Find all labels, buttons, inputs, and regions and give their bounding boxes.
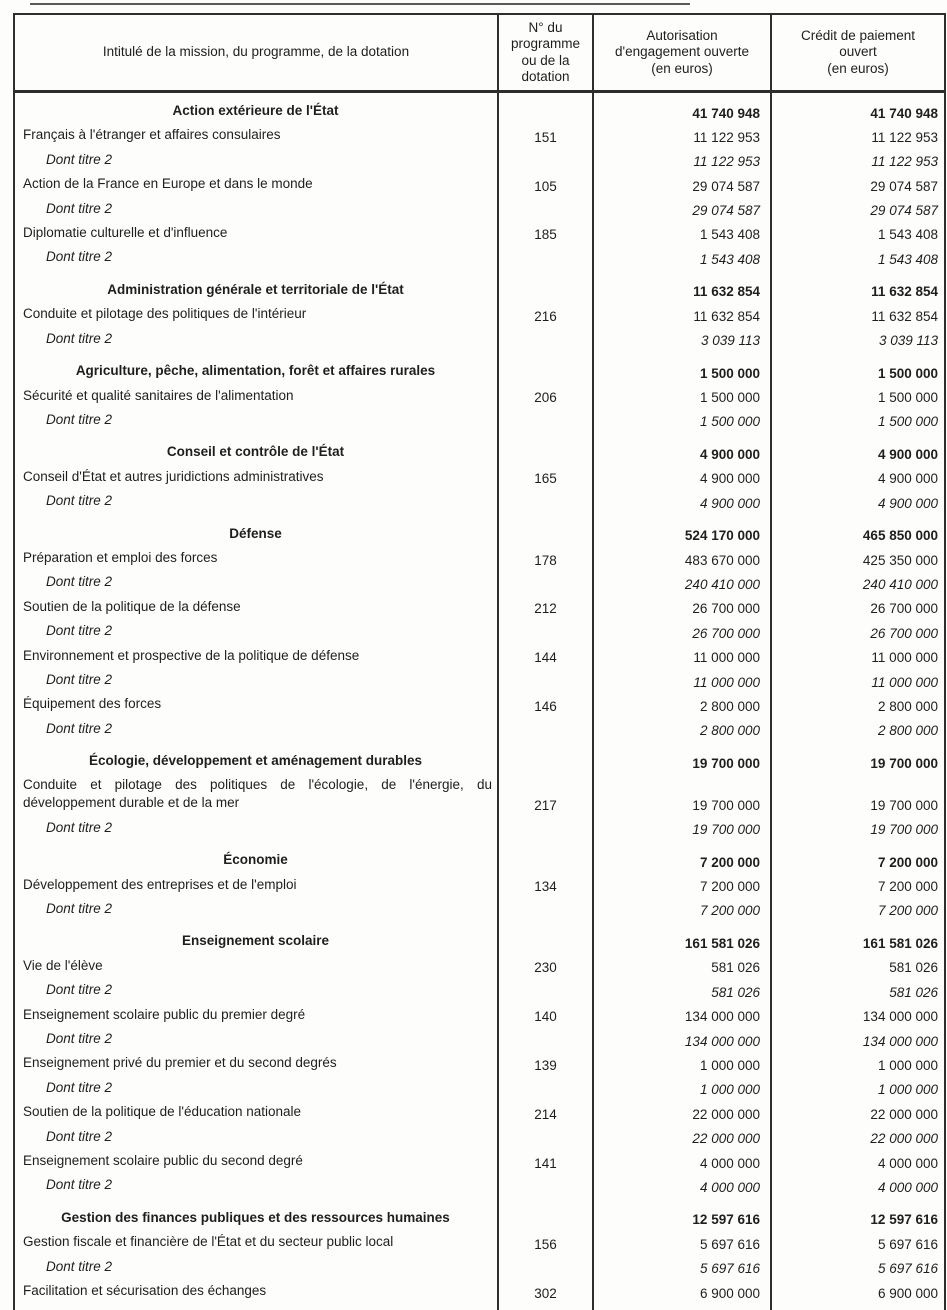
cp-amount-cell: 1 500 000 bbox=[877, 365, 938, 381]
program-number-cell bbox=[499, 1257, 594, 1281]
cp-amount-cell: 4 000 000 bbox=[877, 1179, 938, 1195]
program-row bbox=[15, 646, 944, 670]
mission-row bbox=[15, 842, 944, 875]
program-number-cell: 217 bbox=[499, 776, 594, 818]
header-numero-programme bbox=[499, 15, 594, 90]
dont-titre2-row bbox=[15, 719, 944, 743]
row-label: Dont titre 2 bbox=[15, 199, 499, 223]
ae-amount-cell: 2 800 000 bbox=[594, 719, 772, 743]
program-number-cell: 216 bbox=[499, 304, 594, 328]
dont-titre2-row bbox=[15, 621, 944, 645]
program-number-cell: 230 bbox=[499, 956, 594, 980]
ae-amount-cell: 7 200 000 bbox=[594, 875, 772, 899]
program-number-cell bbox=[499, 491, 594, 515]
header-intitule-label: Intitulé de la mission, du programme, de la dotation bbox=[102, 44, 410, 60]
cp-amount-cell: 5 697 616 bbox=[877, 1261, 938, 1277]
program-row bbox=[15, 467, 944, 491]
dont-titre2-row bbox=[15, 980, 944, 1004]
program-number-cell bbox=[499, 719, 594, 743]
dont-titre2-row bbox=[15, 329, 944, 353]
row-label: Enseignement scolaire public du premier degré bbox=[15, 1005, 499, 1029]
cp-amount-cell: 4 900 000 bbox=[877, 495, 938, 511]
program-number-cell bbox=[499, 272, 594, 305]
program-number-cell bbox=[499, 199, 594, 223]
row-label: Conduite et pilotage des politiques de l'écologie, de l'énergie, du développement durable et de la mer bbox=[15, 776, 499, 818]
row-label: Dont titre 2 bbox=[15, 1127, 499, 1151]
header-credit-paiement bbox=[772, 15, 944, 90]
program-number-cell bbox=[499, 818, 594, 842]
row-label: Économie bbox=[15, 842, 499, 875]
ae-amount-cell: 11 122 953 bbox=[594, 126, 772, 150]
row-label: Dont titre 2 bbox=[15, 410, 499, 434]
ae-amount-cell: 29 074 587 bbox=[594, 174, 772, 198]
program-number-cell: 141 bbox=[499, 1151, 594, 1175]
ae-amount-cell: 581 026 bbox=[594, 956, 772, 980]
dont-titre2-row bbox=[15, 670, 944, 694]
row-label: Équipement des forces bbox=[15, 695, 499, 719]
program-row bbox=[15, 223, 944, 247]
cp-amount-cell: 12 597 616 bbox=[870, 1212, 938, 1228]
ae-amount-cell: 5 697 616 bbox=[594, 1232, 772, 1256]
cp-amount-cell: 26 700 000 bbox=[870, 601, 938, 617]
budget-appropriations-table bbox=[13, 13, 946, 1310]
row-label: Dont titre 2 bbox=[15, 329, 499, 353]
row-label: Diplomatie culturelle et d'influence bbox=[15, 223, 499, 247]
row-label: Administration générale et territoriale de l'État bbox=[15, 272, 499, 305]
ae-amount-cell: 5 697 616 bbox=[594, 1257, 772, 1281]
ae-amount-cell: 134 000 000 bbox=[594, 1005, 772, 1029]
program-number-cell: 151 bbox=[499, 126, 594, 150]
header-autorisation-engagement bbox=[594, 15, 772, 90]
row-label: Action de la France en Europe et dans le monde bbox=[15, 174, 499, 198]
row-label: Dont titre 2 bbox=[15, 818, 499, 842]
cp-amount-cell: 465 850 000 bbox=[862, 528, 938, 544]
ae-amount-cell: 11 122 953 bbox=[594, 150, 772, 174]
dont-titre2-row bbox=[15, 247, 944, 271]
ae-amount-cell: 11 000 000 bbox=[594, 646, 772, 670]
cp-amount-cell: 1 500 000 bbox=[877, 390, 938, 406]
cp-amount-cell: 3 039 113 bbox=[878, 333, 938, 349]
ae-amount-cell: 1 500 000 bbox=[594, 386, 772, 410]
cp-amount-cell: 22 000 000 bbox=[870, 1131, 938, 1147]
cp-amount-cell: 29 074 587 bbox=[870, 203, 938, 219]
ae-amount-cell bbox=[594, 1306, 772, 1310]
ae-amount-cell: 41 740 948 bbox=[594, 93, 772, 126]
dont-titre2-row bbox=[15, 899, 944, 923]
header-line: dotation bbox=[521, 69, 570, 84]
row-label: Dont titre 2 bbox=[15, 670, 499, 694]
program-number-cell bbox=[499, 743, 594, 776]
ae-amount-cell: 524 170 000 bbox=[594, 516, 772, 549]
ae-amount-cell: 6 900 000 bbox=[594, 1281, 772, 1305]
ae-amount-cell: 3 039 113 bbox=[594, 329, 772, 353]
dont-titre2-row bbox=[15, 491, 944, 515]
row-label: Écologie, développement et aménagement durables bbox=[15, 743, 499, 776]
row-label: Défense bbox=[15, 516, 499, 549]
cp-amount-cell: 4 000 000 bbox=[877, 1155, 938, 1171]
row-label: Facilitation et sécurisation des échanges bbox=[15, 1281, 499, 1305]
ae-amount-cell: 22 000 000 bbox=[594, 1127, 772, 1151]
cp-amount-cell: 1 500 000 bbox=[877, 414, 938, 430]
mission-row bbox=[15, 516, 944, 549]
dont-titre2-row bbox=[15, 573, 944, 597]
cp-amount-cell: 581 026 bbox=[889, 960, 938, 976]
cp-amount-cell: 26 700 000 bbox=[870, 625, 938, 641]
header-line: ouvert bbox=[839, 44, 877, 60]
dont-titre2-row bbox=[15, 818, 944, 842]
header-line: Crédit de paiement bbox=[800, 27, 916, 43]
program-number-cell bbox=[499, 1200, 594, 1233]
cp-amount-cell bbox=[772, 1306, 944, 1310]
header-intitule bbox=[15, 15, 499, 90]
program-number-cell bbox=[499, 980, 594, 1004]
cp-amount-cell: 19 700 000 bbox=[870, 755, 938, 771]
row-label: Dont titre 2 bbox=[15, 247, 499, 271]
cp-amount-cell: 2 800 000 bbox=[877, 723, 938, 739]
table-body bbox=[15, 93, 944, 1310]
program-number-cell: 185 bbox=[499, 223, 594, 247]
ae-amount-cell: 11 000 000 bbox=[594, 670, 772, 694]
cp-amount-cell: 11 000 000 bbox=[871, 674, 938, 690]
row-label: Dont titre 2 bbox=[15, 1257, 499, 1281]
program-number-cell: 165 bbox=[499, 467, 594, 491]
cp-amount-cell: 1 000 000 bbox=[877, 1082, 938, 1098]
row-label: Préparation et emploi des forces bbox=[15, 548, 499, 572]
ae-amount-cell: 1 543 408 bbox=[594, 247, 772, 271]
dont-titre2-row bbox=[15, 1078, 944, 1102]
program-number-cell: 146 bbox=[499, 695, 594, 719]
scan-artifact-topline bbox=[30, 3, 690, 5]
cp-amount-cell: 11 632 854 bbox=[871, 284, 938, 300]
cp-amount-cell: 1 543 408 bbox=[877, 227, 938, 243]
row-label: Gestion des finances publiques et des ressources humaines bbox=[15, 1200, 499, 1233]
table-filler-row bbox=[15, 1306, 944, 1310]
ae-amount-cell: 19 700 000 bbox=[594, 818, 772, 842]
ae-amount-cell: 4 000 000 bbox=[594, 1176, 772, 1200]
header-line: (en euros) bbox=[651, 60, 713, 76]
program-row bbox=[15, 126, 944, 150]
row-label: Dont titre 2 bbox=[15, 1176, 499, 1200]
mission-row bbox=[15, 353, 944, 386]
table-header-row bbox=[15, 15, 944, 93]
program-number-cell bbox=[499, 516, 594, 549]
header-line: programme bbox=[510, 36, 581, 51]
ae-amount-cell: 22 000 000 bbox=[594, 1102, 772, 1126]
mission-row bbox=[15, 923, 944, 956]
cp-amount-cell: 7 200 000 bbox=[877, 854, 938, 870]
row-label: Français à l'étranger et affaires consulaires bbox=[15, 126, 499, 150]
cp-amount-cell: 29 074 587 bbox=[870, 178, 938, 194]
dont-titre2-row bbox=[15, 199, 944, 223]
program-number-cell: 206 bbox=[499, 386, 594, 410]
program-number-cell bbox=[499, 923, 594, 956]
row-label: Soutien de la politique de la défense bbox=[15, 597, 499, 621]
ae-amount-cell: 7 200 000 bbox=[594, 899, 772, 923]
ae-amount-cell: 1 500 000 bbox=[594, 410, 772, 434]
ae-amount-cell: 29 074 587 bbox=[594, 199, 772, 223]
program-number-cell bbox=[499, 842, 594, 875]
dont-titre2-row bbox=[15, 1257, 944, 1281]
program-number-cell: 134 bbox=[499, 875, 594, 899]
program-number-cell bbox=[499, 1127, 594, 1151]
header-line: d'engagement ouverte bbox=[615, 44, 749, 60]
mission-row bbox=[15, 434, 944, 467]
mission-row bbox=[15, 1200, 944, 1233]
row-label: Enseignement privé du premier et du second degrés bbox=[15, 1054, 499, 1078]
program-number-cell bbox=[499, 329, 594, 353]
row-label bbox=[15, 1306, 499, 1310]
cp-amount-cell: 19 700 000 bbox=[870, 797, 938, 813]
program-row bbox=[15, 597, 944, 621]
program-number-cell bbox=[499, 150, 594, 174]
program-number-cell bbox=[499, 1078, 594, 1102]
cp-amount-cell: 1 000 000 bbox=[877, 1057, 938, 1073]
ae-amount-cell: 11 632 854 bbox=[594, 304, 772, 328]
mission-row bbox=[15, 743, 944, 776]
program-row bbox=[15, 695, 944, 719]
row-label: Sécurité et qualité sanitaires de l'alimentation bbox=[15, 386, 499, 410]
ae-amount-cell: 26 700 000 bbox=[594, 621, 772, 645]
program-number-cell: 139 bbox=[499, 1054, 594, 1078]
program-number-cell bbox=[499, 621, 594, 645]
dont-titre2-row bbox=[15, 150, 944, 174]
header-line: Autorisation bbox=[646, 27, 718, 43]
cp-amount-cell: 4 900 000 bbox=[877, 471, 938, 487]
ae-amount-cell: 2 800 000 bbox=[594, 695, 772, 719]
cp-amount-cell: 41 740 948 bbox=[870, 105, 938, 121]
row-label: Enseignement scolaire bbox=[15, 923, 499, 956]
header-line: ou de la bbox=[521, 52, 570, 68]
program-number-cell bbox=[499, 573, 594, 597]
row-label: Dont titre 2 bbox=[15, 980, 499, 1004]
program-row bbox=[15, 174, 944, 198]
cp-amount-cell: 6 900 000 bbox=[877, 1285, 938, 1301]
program-row bbox=[15, 956, 944, 980]
ae-amount-cell: 483 670 000 bbox=[594, 548, 772, 572]
program-row bbox=[15, 776, 944, 818]
program-number-cell: 144 bbox=[499, 646, 594, 670]
cp-amount-cell: 11 632 854 bbox=[871, 308, 938, 324]
row-label: Développement des entreprises et de l'emploi bbox=[15, 875, 499, 899]
ae-amount-cell: 19 700 000 bbox=[594, 776, 772, 818]
ae-amount-cell: 4 900 000 bbox=[594, 467, 772, 491]
program-number-cell bbox=[499, 247, 594, 271]
program-row bbox=[15, 1054, 944, 1078]
ae-amount-cell: 19 700 000 bbox=[594, 743, 772, 776]
program-row bbox=[15, 875, 944, 899]
ae-amount-cell: 1 000 000 bbox=[594, 1054, 772, 1078]
program-number-cell bbox=[499, 1029, 594, 1053]
program-row bbox=[15, 1232, 944, 1256]
cp-amount-cell: 2 800 000 bbox=[877, 698, 938, 714]
dont-titre2-row bbox=[15, 1127, 944, 1151]
program-row bbox=[15, 548, 944, 572]
program-row bbox=[15, 1281, 944, 1305]
program-number-cell bbox=[499, 899, 594, 923]
row-label: Enseignement scolaire public du second degré bbox=[15, 1151, 499, 1175]
cp-amount-cell: 1 543 408 bbox=[877, 251, 938, 267]
ae-amount-cell: 11 632 854 bbox=[594, 272, 772, 305]
cp-amount-cell: 7 200 000 bbox=[877, 879, 938, 895]
row-label: Conduite et pilotage des politiques de l'intérieur bbox=[15, 304, 499, 328]
cp-amount-cell: 22 000 000 bbox=[870, 1106, 938, 1122]
cp-amount-cell: 134 000 000 bbox=[862, 1033, 938, 1049]
program-number-cell bbox=[499, 434, 594, 467]
ae-amount-cell: 1 543 408 bbox=[594, 223, 772, 247]
row-label: Dont titre 2 bbox=[15, 150, 499, 174]
ae-amount-cell: 7 200 000 bbox=[594, 842, 772, 875]
program-number-cell bbox=[499, 1176, 594, 1200]
program-number-cell: 302 bbox=[499, 1281, 594, 1305]
ae-amount-cell: 161 581 026 bbox=[594, 923, 772, 956]
program-number-cell: 212 bbox=[499, 597, 594, 621]
program-number-cell: 140 bbox=[499, 1005, 594, 1029]
cp-amount-cell: 134 000 000 bbox=[862, 1009, 938, 1025]
program-row bbox=[15, 304, 944, 328]
program-row bbox=[15, 1151, 944, 1175]
row-label: Dont titre 2 bbox=[15, 719, 499, 743]
mission-row bbox=[15, 272, 944, 305]
row-label: Vie de l'élève bbox=[15, 956, 499, 980]
program-number-cell: 214 bbox=[499, 1102, 594, 1126]
header-line: (en euros) bbox=[827, 60, 889, 76]
program-row bbox=[15, 1102, 944, 1126]
header-line: N° du bbox=[528, 19, 563, 35]
row-label: Dont titre 2 bbox=[15, 899, 499, 923]
program-number-cell: 178 bbox=[499, 548, 594, 572]
cp-amount-cell: 19 700 000 bbox=[870, 822, 938, 838]
program-number-cell: 105 bbox=[499, 174, 594, 198]
program-number-cell bbox=[499, 670, 594, 694]
program-number-cell bbox=[499, 93, 594, 126]
ae-amount-cell: 240 410 000 bbox=[594, 573, 772, 597]
mission-row bbox=[15, 93, 944, 126]
ae-amount-cell: 12 597 616 bbox=[594, 1200, 772, 1233]
program-number-cell bbox=[499, 1306, 594, 1310]
program-number-cell bbox=[499, 353, 594, 386]
ae-amount-cell: 4 900 000 bbox=[594, 491, 772, 515]
row-label: Action extérieure de l'État bbox=[15, 93, 499, 126]
ae-amount-cell: 1 000 000 bbox=[594, 1078, 772, 1102]
dont-titre2-row bbox=[15, 1029, 944, 1053]
program-row bbox=[15, 386, 944, 410]
row-label: Conseil et contrôle de l'État bbox=[15, 434, 499, 467]
cp-amount-cell: 11 122 953 bbox=[871, 129, 938, 145]
cp-amount-cell: 4 900 000 bbox=[877, 446, 938, 462]
ae-amount-cell: 4 000 000 bbox=[594, 1151, 772, 1175]
ae-amount-cell: 1 500 000 bbox=[594, 353, 772, 386]
ae-amount-cell: 26 700 000 bbox=[594, 597, 772, 621]
ae-amount-cell: 4 900 000 bbox=[594, 434, 772, 467]
program-number-cell bbox=[499, 410, 594, 434]
row-label: Environnement et prospective de la politique de défense bbox=[15, 646, 499, 670]
dont-titre2-row bbox=[15, 410, 944, 434]
program-row bbox=[15, 1005, 944, 1029]
row-label: Dont titre 2 bbox=[15, 621, 499, 645]
row-label: Gestion fiscale et financière de l'État et du secteur public local bbox=[15, 1232, 499, 1256]
cp-amount-cell: 425 350 000 bbox=[862, 552, 938, 568]
cp-amount-cell: 581 026 bbox=[889, 984, 938, 1000]
cp-amount-cell: 11 000 000 bbox=[871, 650, 938, 666]
ae-amount-cell: 581 026 bbox=[594, 980, 772, 1004]
row-label: Conseil d'État et autres juridictions administratives bbox=[15, 467, 499, 491]
cp-amount-cell: 240 410 000 bbox=[862, 576, 938, 592]
row-label: Dont titre 2 bbox=[15, 573, 499, 597]
program-number-cell: 156 bbox=[499, 1232, 594, 1256]
cp-amount-cell: 161 581 026 bbox=[862, 935, 938, 951]
row-label: Dont titre 2 bbox=[15, 1029, 499, 1053]
row-label: Dont titre 2 bbox=[15, 1078, 499, 1102]
ae-amount-cell: 134 000 000 bbox=[594, 1029, 772, 1053]
row-label: Soutien de la politique de l'éducation nationale bbox=[15, 1102, 499, 1126]
cp-amount-cell: 7 200 000 bbox=[877, 903, 938, 919]
dont-titre2-row bbox=[15, 1176, 944, 1200]
cp-amount-cell: 11 122 953 bbox=[871, 154, 938, 170]
row-label: Agriculture, pêche, alimentation, forêt et affaires rurales bbox=[15, 353, 499, 386]
cp-amount-cell: 5 697 616 bbox=[877, 1236, 938, 1252]
row-label: Dont titre 2 bbox=[15, 491, 499, 515]
